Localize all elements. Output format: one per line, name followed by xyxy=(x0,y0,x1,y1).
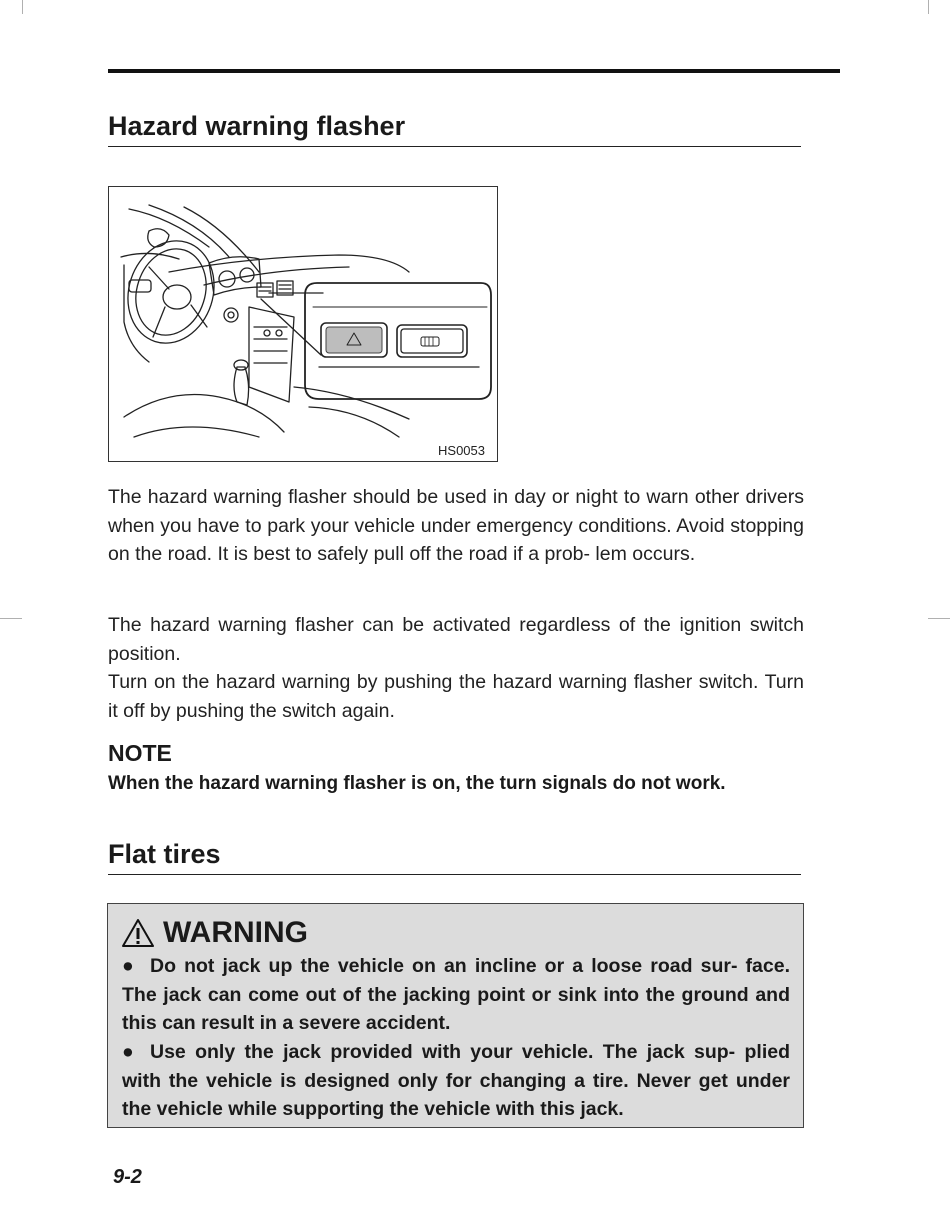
note-text: When the hazard warning flasher is on, the turn signals do not work. xyxy=(108,773,726,794)
crop-mark-left xyxy=(0,618,22,619)
bullet-icon: ● xyxy=(122,955,134,977)
warning-item xyxy=(122,1038,790,1124)
bullet-icon: ● xyxy=(122,1041,134,1063)
crop-mark-top-right xyxy=(928,0,929,14)
warning-box xyxy=(107,903,804,1128)
warning-title: WARNING xyxy=(163,916,308,949)
dashboard-illustration xyxy=(108,186,498,462)
crop-mark-top-left xyxy=(22,0,23,14)
warning-item-text: Do not jack up the vehicle on an incline or a loose road sur- face. The jack can come out of the jacking point or sink into the ground and this can result in a severe accident. xyxy=(122,955,790,1034)
header-rule xyxy=(108,69,840,73)
section-title-underline xyxy=(108,146,801,147)
figure-code: HS0053 xyxy=(438,443,485,458)
warning-item-text: Use only the jack provided with your vehicle. The jack sup- plied with the vehicle is designed only for changing a tire. Never get under the vehicle while supporting the vehicle with this jack. xyxy=(122,1041,790,1120)
paragraph-ignition: The hazard warning flasher can be activated regardless of the ignition switch position. xyxy=(108,614,804,665)
warning-header xyxy=(121,916,308,950)
section-title-underline xyxy=(108,874,801,875)
dashboard-drawing xyxy=(109,187,497,461)
crop-mark-right xyxy=(928,618,950,619)
paragraph-usage: The hazard warning flasher should be used in day or night to warn other drivers when you have to park your vehicle under emergency conditions. Avoid stopping on the road. It is best to safely pull off the road if a prob- lem occurs. xyxy=(108,486,804,565)
page-number: 9-2 xyxy=(113,1166,142,1188)
warning-triangle-icon xyxy=(121,918,155,948)
note-heading: NOTE xyxy=(108,740,172,766)
section-title-hazard: Hazard warning flasher xyxy=(108,111,406,141)
warning-item xyxy=(122,952,790,1038)
paragraph-switch: Turn on the hazard warning by pushing the hazard warning flasher switch. Turn it off by pushing the switch again. xyxy=(108,671,804,722)
section-title-flat-tires: Flat tires xyxy=(108,839,221,869)
